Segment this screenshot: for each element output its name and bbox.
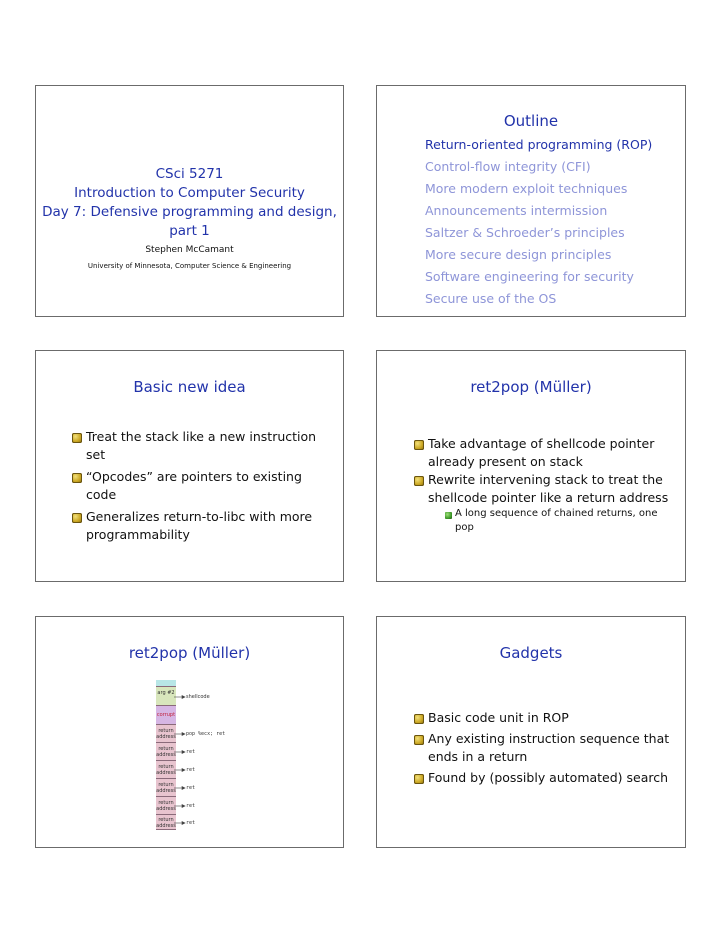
ret2pop-subbullet-b: pop: [455, 522, 474, 533]
gadgets-bullet-2a: Any existing instruction sequence that: [428, 731, 670, 746]
basic-idea-bullet-1a: Treat the stack like a new instruction: [86, 429, 317, 444]
outline-item-design: More secure design principles: [425, 247, 612, 262]
ret2pop-title: ret2pop (Müller): [470, 378, 592, 396]
bullet-icon: [72, 433, 82, 443]
basic-idea-bullet-3b: programmability: [86, 527, 190, 542]
outline-item-os: Secure use of the OS: [425, 291, 557, 306]
gadgets-title: Gadgets: [499, 644, 563, 662]
bullet-icon: [414, 476, 424, 486]
lecture-title-line2: part 1: [169, 223, 210, 239]
stack-cell-return-address: return address: [156, 797, 176, 815]
lecture-title-line1: Day 7: Defensive programming and design,: [42, 204, 337, 220]
sub-bullet-icon: [445, 512, 452, 519]
ret2pop-bullet-2b: shellcode pointer like a return address: [428, 490, 669, 505]
ret2pop-bullet-1b: already present on stack: [428, 454, 583, 469]
stack-cell-return-address: return address: [156, 761, 176, 779]
gadget-label-ret: ret: [186, 803, 196, 809]
slide-title: [35, 85, 344, 317]
stack-cell-return-address: return address: [156, 817, 176, 829]
bullet-icon: [414, 714, 424, 724]
stack-cell-arg2: arg #2: [156, 687, 176, 706]
basic-idea-title: Basic new idea: [133, 378, 246, 396]
bullet-icon: [414, 735, 424, 745]
gadgets-bullet-3: Found by (possibly automated) search: [428, 770, 669, 785]
stack-diagram: [156, 680, 236, 830]
basic-idea-bullet-1b: set: [86, 447, 106, 462]
ret2pop-bullet-1a: Take advantage of shellcode pointer: [428, 436, 655, 451]
gadget-label-ret: ret: [186, 749, 196, 755]
basic-idea-bullet-3a: Generalizes return-to-libc with more: [86, 509, 313, 524]
ret2pop-diagram-title: ret2pop (Müller): [128, 644, 251, 662]
gadget-label-ret: ret: [186, 767, 196, 773]
outline-title: Outline: [503, 112, 559, 130]
outline-item-swe: Software engineering for security: [425, 269, 634, 284]
pointer-arrows: [156, 680, 236, 830]
stack-cell-return-address: return address: [156, 779, 176, 797]
gadgets-bullet-1: Basic code unit in ROP: [428, 710, 569, 725]
outline-item-saltzer: Saltzer & Schroeder’s principles: [425, 225, 625, 240]
basic-idea-bullet-2a: “Opcodes” are pointers to existing: [86, 469, 302, 484]
outline-item-rop: Return-oriented programming (ROP): [425, 137, 653, 152]
gadget-label-pop: pop %ecx; ret: [186, 731, 226, 737]
course-number: CSci 5271: [155, 166, 224, 182]
stack-cell-return-address: return address: [156, 743, 176, 761]
bullet-icon: [72, 473, 82, 483]
outline-item-cfi: Control-flow integrity (CFI): [425, 159, 591, 174]
slide-ret2pop-text: [376, 350, 686, 582]
gadget-label-ret: ret: [186, 785, 196, 791]
affiliation: University of Minnesota, Computer Science & Engineering: [87, 262, 292, 270]
stack-cell-return-address: return address: [156, 725, 176, 743]
course-title: Introduction to Computer Security: [74, 185, 305, 201]
slide-outline: [376, 85, 686, 317]
slide-ret2pop-diagram: [35, 616, 344, 848]
author: Stephen McCamant: [145, 245, 234, 255]
slide-gadgets: [376, 616, 686, 848]
slide-basic-idea: [35, 350, 344, 582]
bullet-icon: [414, 440, 424, 450]
ret2pop-subbullet-a: A long sequence of chained returns, one: [455, 508, 658, 519]
outline-item-exploits: More modern exploit techniques: [425, 181, 628, 196]
gadget-label-ret: ret: [186, 820, 196, 826]
bullet-icon: [414, 774, 424, 784]
stack-cell-corrupt: corrupt: [156, 706, 176, 725]
outline-item-announcements: Announcements intermission: [425, 203, 608, 218]
gadgets-bullet-2b: ends in a return: [428, 749, 528, 764]
bullet-icon: [72, 513, 82, 523]
ret2pop-bullet-2a: Rewrite intervening stack to treat the: [428, 472, 663, 487]
shellcode-label: shellcode: [186, 694, 210, 700]
basic-idea-bullet-2b: code: [86, 487, 117, 502]
